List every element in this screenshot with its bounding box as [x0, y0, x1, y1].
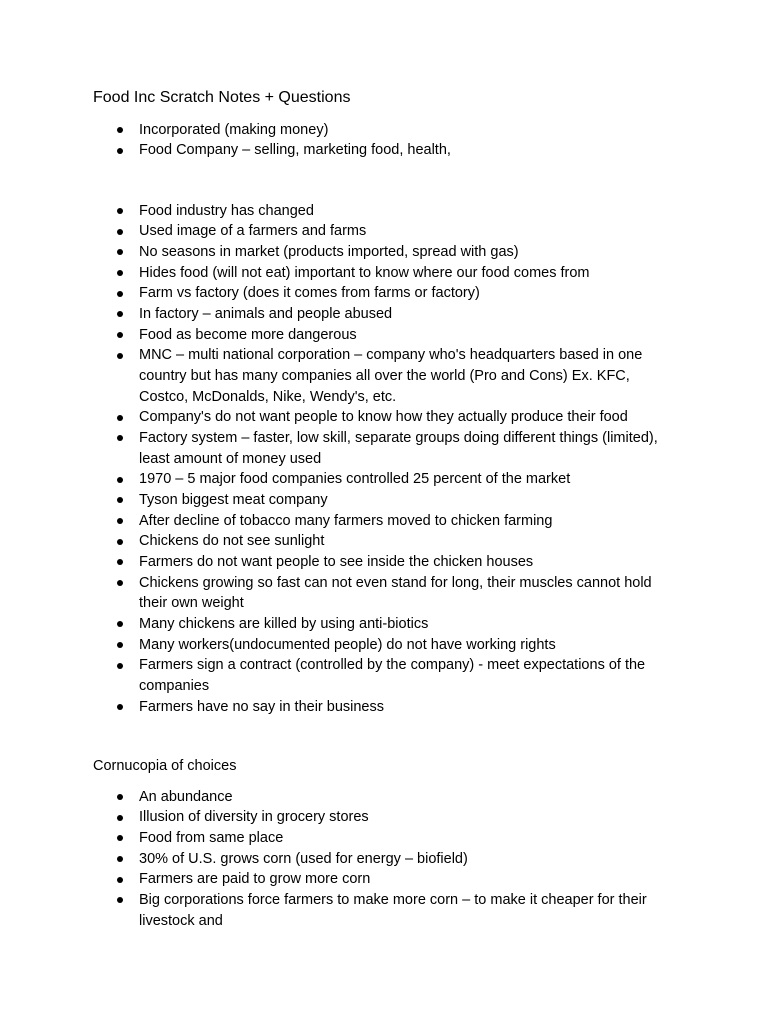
list-item-line: No seasons in market (products imported, spread with gas) [139, 244, 519, 261]
list-item-line: In factory – animals and people abused [139, 306, 393, 323]
list-item [139, 469, 658, 490]
list-item [139, 428, 658, 469]
list-item-line: country but has many companies all over the world (Pro and Cons) Ex. KFC, [139, 368, 630, 385]
list-item-line: Food Company – selling, marketing food, health, [139, 142, 451, 159]
list-item-line: Company's do not want people to know how they actually produce their food [139, 409, 628, 426]
list-item [139, 283, 658, 304]
list-item [139, 655, 658, 696]
list-item [139, 635, 658, 656]
list-item [139, 531, 658, 552]
list-item-line: Illusion of diversity in grocery stores [139, 809, 369, 826]
list-item [139, 614, 658, 635]
list-item-line: Farmers sign a contract (controlled by the company) - meet expectations of the [139, 657, 646, 674]
list-item-line: 30% of U.S. grows corn (used for energy – biofield) [139, 850, 468, 867]
list-item [139, 242, 658, 263]
list-item-line: Used image of a farmers and farms [139, 223, 367, 240]
intro-bullet-list [139, 120, 451, 161]
list-item-line: Farmers are paid to grow more corn [139, 871, 371, 888]
list-item-line: Big corporations force farmers to make more corn – to make it cheaper for their [139, 891, 647, 908]
list-item-line: 1970 – 5 major food companies controlled 25 percent of the market [139, 471, 571, 488]
list-item [139, 552, 658, 573]
list-item [139, 511, 658, 532]
list-item-line: Farmers have no say in their business [139, 698, 384, 715]
list-item [139, 263, 658, 284]
list-item [139, 869, 647, 890]
list-item-line: Farmers do not want people to see inside the chicken houses [139, 554, 534, 571]
list-item [139, 345, 658, 407]
list-item [139, 325, 658, 346]
list-item [139, 201, 658, 222]
list-item [139, 490, 658, 511]
list-item-line: companies [139, 678, 210, 695]
list-item-line: Chickens do not see sunlight [139, 533, 325, 550]
list-item [139, 120, 451, 141]
list-item [139, 828, 647, 849]
cornucopia-bullet-list [139, 787, 647, 932]
notes-bullet-list [139, 201, 658, 718]
list-item-line: livestock and [139, 912, 223, 929]
list-item-line: least amount of money used [139, 450, 322, 467]
list-item [139, 407, 658, 428]
list-item-line: Many workers(undocumented people) do not have working rights [139, 636, 556, 653]
list-item-line: After decline of tobacco many farmers moved to chicken farming [139, 512, 553, 529]
list-item-line: Food as become more dangerous [139, 326, 357, 343]
list-item [139, 221, 658, 242]
list-item-line: Costco, McDonalds, Nike, Wendy's, etc. [139, 388, 397, 405]
list-item [139, 304, 658, 325]
list-item [139, 849, 647, 870]
list-item [139, 697, 658, 718]
list-item-line: Incorporated (making money) [139, 121, 329, 138]
list-item-line: their own weight [139, 595, 244, 612]
list-item [139, 787, 647, 808]
list-item-line: Chickens growing so fast can not even stand for long, their muscles cannot hold [139, 574, 652, 591]
list-item-line: Food industry has changed [139, 202, 314, 219]
list-item [139, 807, 647, 828]
list-item-line: Farm vs factory (does it comes from farms or factory) [139, 285, 480, 302]
list-item [139, 573, 658, 614]
section-heading-cornucopia: Cornucopia of choices [93, 758, 237, 774]
list-item-line: Tyson biggest meat company [139, 492, 328, 509]
document-title: Food Inc Scratch Notes + Questions [93, 89, 351, 106]
list-item-line: An abundance [139, 788, 233, 805]
list-item-line: Factory system – faster, low skill, separate groups doing different things (limited), [139, 430, 658, 447]
list-item [139, 140, 451, 161]
list-item-line: Food from same place [139, 829, 284, 846]
list-item-line: MNC – multi national corporation – company who's headquarters based in one [139, 347, 643, 364]
list-item-line: Many chickens are killed by using anti-biotics [139, 616, 429, 633]
list-item [139, 890, 647, 931]
list-item-line: Hides food (will not eat) important to know where our food comes from [139, 264, 590, 281]
